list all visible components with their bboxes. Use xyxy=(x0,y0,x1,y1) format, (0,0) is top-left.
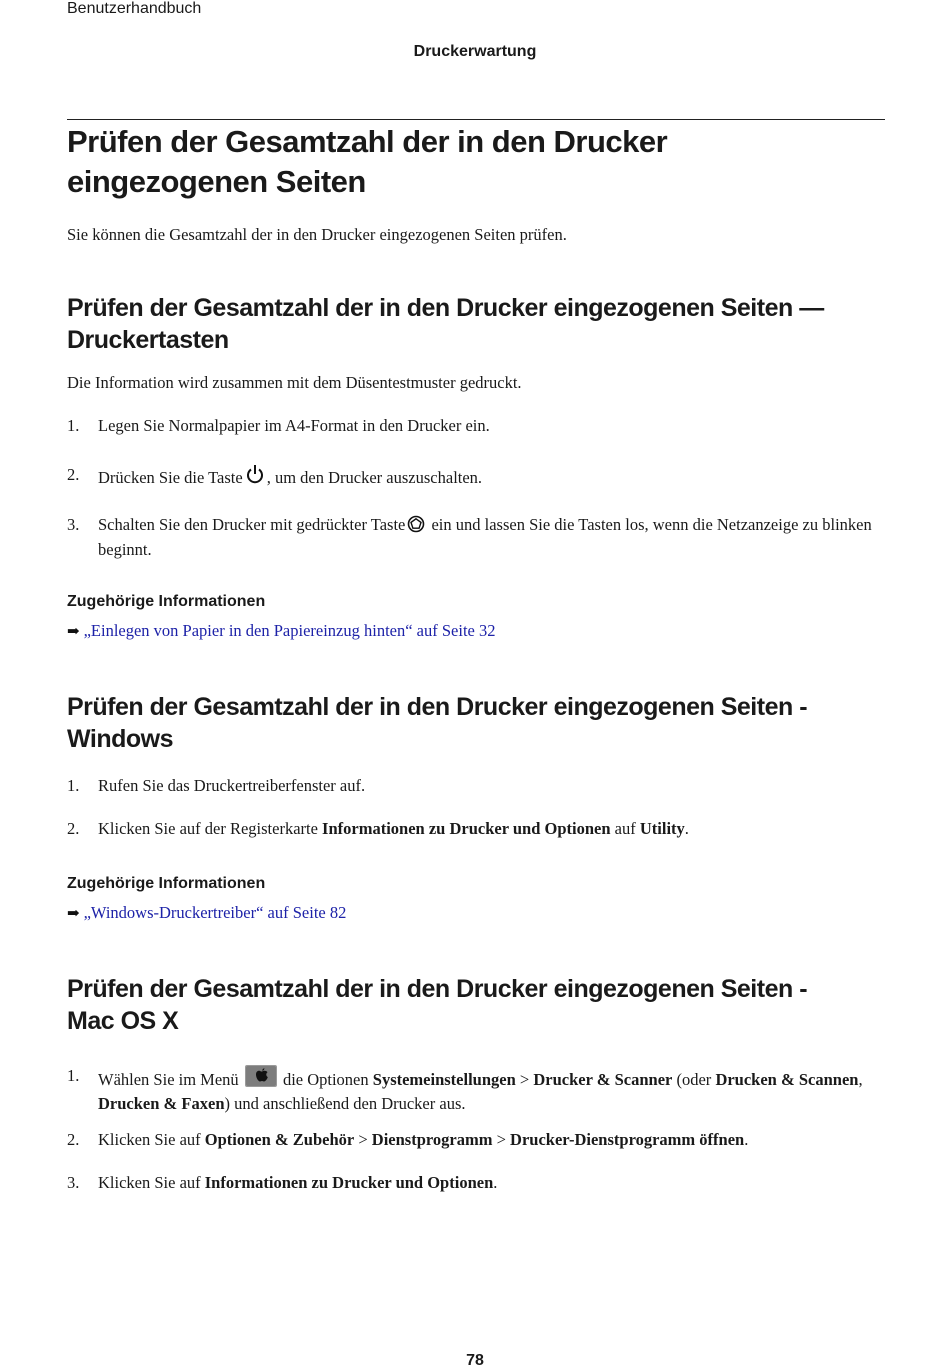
section-heading-mac xyxy=(67,973,897,1037)
list-text xyxy=(98,818,884,840)
power-icon xyxy=(245,464,265,492)
related-link[interactable]: „Windows-Druckertreiber“ auf Seite 82 xyxy=(83,903,347,922)
list-text-part: . xyxy=(744,1130,749,1149)
list-number: 2. xyxy=(67,1130,80,1149)
list-text-part: Schalten Sie den Drucker mit gedrückter Taste xyxy=(98,515,406,534)
list-text-part: , um den Drucker auszuschalten. xyxy=(266,468,483,487)
title-rule xyxy=(67,119,885,120)
arrow-right-icon: ➡ xyxy=(67,906,80,922)
list-text: Rufen Sie das Druckertreiberfenster auf. xyxy=(98,776,366,795)
section-heading-druckertasten xyxy=(67,292,897,356)
related-info-label: Zugehörige Informationen xyxy=(67,875,266,892)
list-number: 1. xyxy=(67,416,80,435)
running-header-manual: Benutzerhandbuch xyxy=(67,0,202,17)
list-number: 3. xyxy=(67,1173,80,1192)
arrow-right-icon: ➡ xyxy=(67,624,80,640)
list-text xyxy=(98,1065,884,1115)
list-text xyxy=(98,1172,884,1194)
ui-term: Drucker & Scanner xyxy=(533,1070,673,1089)
list-text xyxy=(98,1129,884,1151)
list-text-part: ) und anschließend den Drucker aus. xyxy=(224,1094,466,1113)
list-text-part: Klicken Sie auf xyxy=(98,1130,205,1149)
ui-term: Informationen zu Drucker und Optionen xyxy=(322,819,611,838)
ui-term: Utility xyxy=(639,819,685,838)
list-text-part: > xyxy=(354,1130,372,1149)
list-text-part: (oder xyxy=(672,1070,716,1089)
section-heading-line-2: Windows xyxy=(67,725,173,753)
stop-cancel-icon xyxy=(407,515,425,539)
related-info-label: Zugehörige Informationen xyxy=(67,593,266,610)
list-number: 2. xyxy=(67,819,80,838)
section-heading-line-1: Prüfen der Gesamtzahl der in den Drucker eingezogenen Seiten — xyxy=(67,294,824,322)
section-heading-windows xyxy=(67,691,897,755)
list-text-part: Klicken Sie auf der Registerkarte xyxy=(98,819,323,838)
section-heading-line-2: Druckertasten xyxy=(67,326,229,354)
list-text-part: auf xyxy=(610,819,640,838)
ui-term: Optionen & Zubehör xyxy=(204,1130,355,1149)
running-header-chapter: Druckerwartung xyxy=(413,43,537,60)
list-text xyxy=(98,464,884,492)
related-link-row[interactable] xyxy=(67,621,496,641)
list-number: 1. xyxy=(67,776,80,795)
list-number: 2. xyxy=(67,465,80,484)
list-text-part: > xyxy=(492,1130,511,1149)
section-heading-line-1: Prüfen der Gesamtzahl der in den Drucker eingezogenen Seiten - xyxy=(67,975,808,1003)
ui-term: Informationen zu Drucker und Optionen xyxy=(204,1173,494,1192)
list-text-part: Klicken Sie auf xyxy=(98,1173,205,1192)
page-title: Prüfen der Gesamtzahl der in den Drucker eingezogenen Seiten xyxy=(67,124,668,199)
list-text xyxy=(98,514,884,561)
page-number: 78 xyxy=(466,1352,484,1369)
list-text-part: > xyxy=(515,1070,534,1089)
apple-menu-icon xyxy=(245,1065,277,1093)
ui-term: Drucken & Scannen xyxy=(715,1070,859,1089)
ui-term: Drucken & Faxen xyxy=(98,1094,225,1113)
list-text-part: Wählen Sie im Menü xyxy=(98,1070,243,1089)
section-heading-line-1: Prüfen der Gesamtzahl der in den Drucker eingezogenen Seiten - xyxy=(67,693,808,721)
ui-term: Systemeinstellungen xyxy=(372,1070,516,1089)
list-text-part: , xyxy=(858,1070,863,1089)
ui-term: Dienstprogramm xyxy=(371,1130,493,1149)
list-text-part: ein und lassen Sie die Tasten los, wenn die Netzanzeige zu blinken beginnt. xyxy=(98,515,872,559)
section-heading-line-2: Mac OS X xyxy=(67,1007,179,1035)
section-intro-text: Die Information wird zusammen mit dem Düsentestmuster gedruckt. xyxy=(67,373,522,392)
list-text-part: die Optionen xyxy=(278,1070,373,1089)
list-text-part: Drücken Sie die Taste xyxy=(98,468,243,487)
ui-term: Drucker-Dienstprogramm öffnen xyxy=(510,1130,745,1149)
list-text: Legen Sie Normalpapier im A4-Format in den Drucker ein. xyxy=(98,416,490,435)
list-text-part: . xyxy=(493,1173,498,1192)
list-number: 3. xyxy=(67,515,80,534)
intro-text: Sie können die Gesamtzahl der in den Drucker eingezogenen Seiten prüfen. xyxy=(67,225,567,244)
list-text-part: . xyxy=(684,819,689,838)
list-number: 1. xyxy=(67,1066,80,1085)
related-link-row[interactable] xyxy=(67,903,346,923)
related-link[interactable]: „Einlegen von Papier in den Papiereinzug hinten“ auf Seite 32 xyxy=(83,621,496,640)
